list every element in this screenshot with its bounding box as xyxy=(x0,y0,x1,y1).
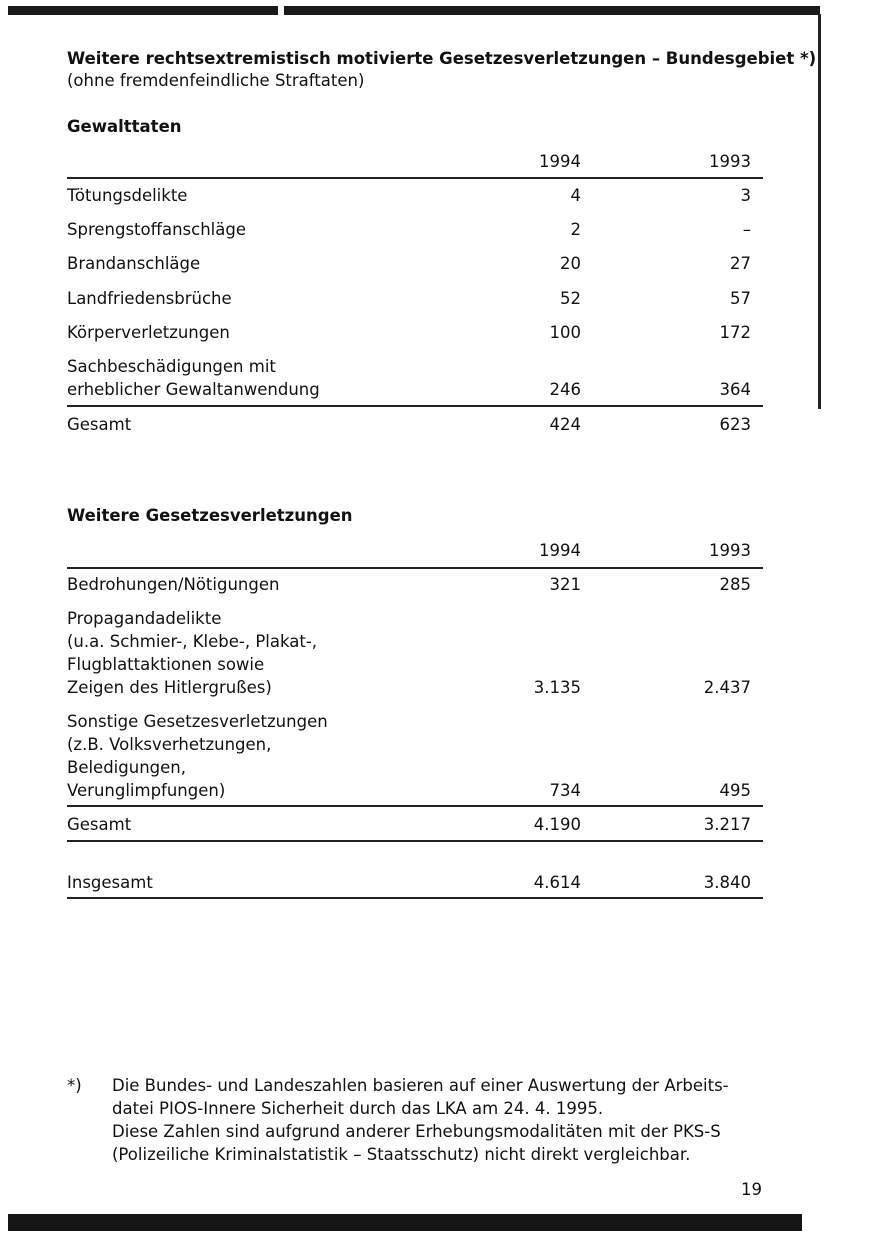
grand-total-label: Insgesamt xyxy=(67,873,153,892)
table-rule xyxy=(67,405,763,407)
row-value-1993: 27 xyxy=(730,254,751,273)
row-label: (z.B. Volksverhetzungen, xyxy=(67,735,272,754)
page-number: 19 xyxy=(741,1180,762,1199)
row-value-1994: 100 xyxy=(549,323,581,342)
row-value-1993: 285 xyxy=(719,575,751,594)
row-value-1994: 246 xyxy=(549,380,581,399)
footnote-mark: *) xyxy=(67,1076,82,1095)
row-label: Körperverletzungen xyxy=(67,323,230,342)
bottom-scan-bar xyxy=(8,1214,802,1231)
grand-total-value-1993: 3.840 xyxy=(703,873,751,892)
footnote-line: datei PIOS-Innere Sicherheit durch das LKA am 24. 4. 1995. xyxy=(112,1099,604,1118)
top-scan-bar xyxy=(8,6,820,15)
grand-total-value-1994: 4.614 xyxy=(533,873,581,892)
row-label: Sachbeschädigungen mit xyxy=(67,357,276,376)
row-value-1993: 364 xyxy=(719,380,751,399)
total-label: Gesamt xyxy=(67,815,132,834)
row-label: Brandanschläge xyxy=(67,254,201,273)
row-value-1993: 172 xyxy=(719,323,751,342)
top-scan-gap xyxy=(278,6,284,15)
row-label: Bedrohungen/Nötigungen xyxy=(67,575,280,594)
row-value-1993: 2.437 xyxy=(703,678,751,697)
row-label: Sonstige Gesetzesverletzungen xyxy=(67,712,328,731)
col-header-1993: 1993 xyxy=(709,541,751,560)
footnote-text xyxy=(112,1074,729,1166)
row-label: erheblicher Gewaltanwendung xyxy=(67,380,320,399)
row-value-1993: 3 xyxy=(740,186,751,205)
footnote-line: (Polizeiliche Kriminalstatistik – Staatsschutz) nicht direkt vergleichbar. xyxy=(112,1145,691,1164)
col-header-1993: 1993 xyxy=(709,152,751,171)
table-rule xyxy=(67,567,763,569)
total-value-1993: 3.217 xyxy=(703,815,751,834)
col-header-1994: 1994 xyxy=(539,152,581,171)
row-value-1994: 3.135 xyxy=(533,678,581,697)
table-rule xyxy=(67,177,763,179)
footnote-line: Diese Zahlen sind aufgrund anderer Erhebungsmodalitäten mit der PKS-S xyxy=(112,1122,721,1141)
row-label: Sprengstoffanschläge xyxy=(67,220,246,239)
col-header-1994: 1994 xyxy=(539,541,581,560)
row-label: Propagandadelikte xyxy=(67,609,222,628)
page-subtitle: (ohne fremdenfeindliche Straftaten) xyxy=(67,71,365,90)
row-label: Zeigen des Hitlergrußes) xyxy=(67,678,272,697)
row-label: Tötungsdelikte xyxy=(67,186,188,205)
row-value-1993: – xyxy=(742,220,751,239)
row-value-1994: 20 xyxy=(560,254,581,273)
table-rule xyxy=(67,805,763,807)
row-value-1994: 4 xyxy=(570,186,581,205)
table-rule xyxy=(67,840,763,842)
total-label: Gesamt xyxy=(67,415,132,434)
footnote-line: Die Bundes- und Landeszahlen basieren auf einer Auswertung der Arbeits- xyxy=(112,1076,729,1095)
row-label: (u.a. Schmier-, Klebe-, Plakat-, xyxy=(67,632,318,651)
section-heading-gewalttaten: Gewalttaten xyxy=(67,117,182,136)
row-value-1994: 52 xyxy=(560,289,581,308)
row-value-1994: 2 xyxy=(570,220,581,239)
row-value-1994: 321 xyxy=(549,575,581,594)
row-value-1994: 734 xyxy=(549,781,581,800)
table-rule xyxy=(67,897,763,899)
row-label: Flugblattaktionen sowie xyxy=(67,655,265,674)
section-heading-weitere: Weitere Gesetzesverletzungen xyxy=(67,506,353,525)
row-value-1993: 495 xyxy=(719,781,751,800)
row-value-1993: 57 xyxy=(730,289,751,308)
total-value-1994: 4.190 xyxy=(533,815,581,834)
total-value-1994: 424 xyxy=(549,415,581,434)
right-scan-edge xyxy=(818,14,821,409)
row-label: Landfriedensbrüche xyxy=(67,289,232,308)
row-label: Verunglimpfungen) xyxy=(67,781,226,800)
page-title: Weitere rechtsextremistisch motivierte Gesetzesverletzungen – Bundesgebiet *) xyxy=(67,49,817,68)
total-value-1993: 623 xyxy=(719,415,751,434)
row-label: Beledigungen, xyxy=(67,758,186,777)
